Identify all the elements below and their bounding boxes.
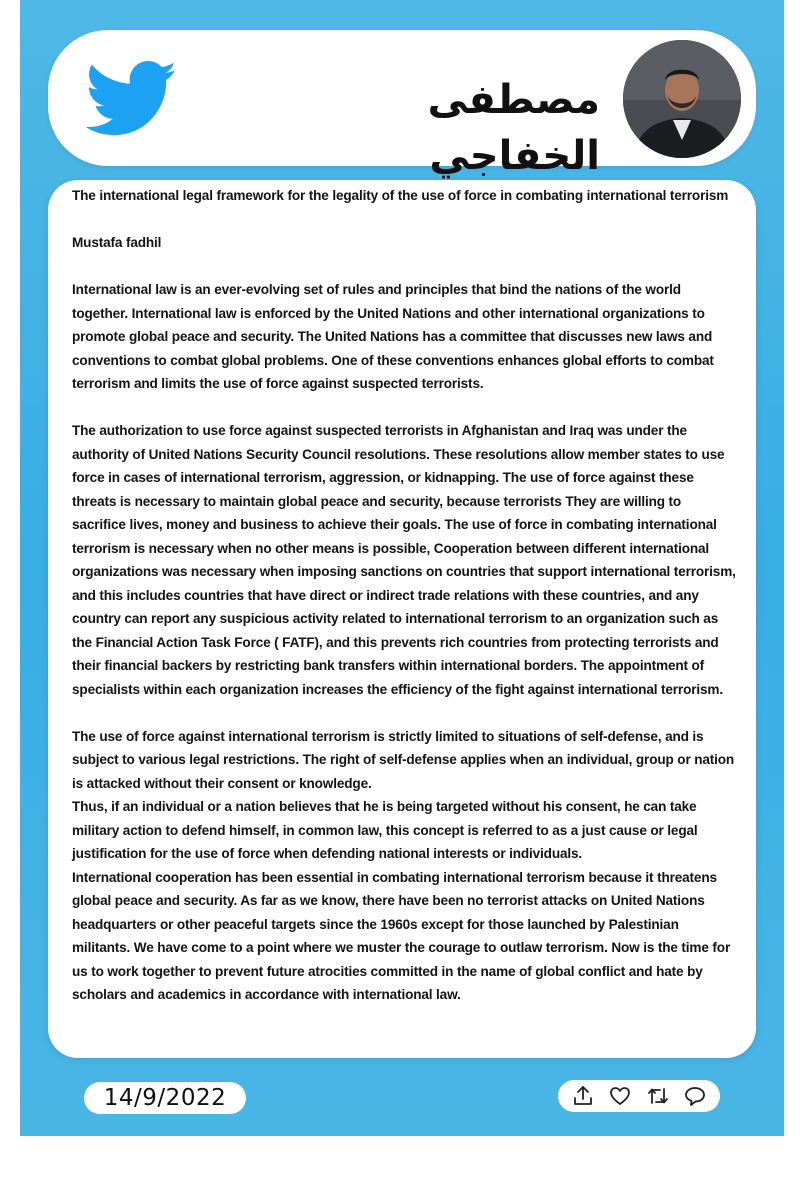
twitter-bird-icon — [86, 60, 178, 138]
article-paragraph: Thus, if an individual or a nation believes that he is being targeted without his consent, he can take military action to defend himself, in common law, this concept is referred to as a just cause or legal justification for the use of force when defending national interests or individuals. — [72, 799, 698, 861]
article-paragraph: The authorization to use force against suspected terrorists in Afghanistan and Iraq was under the authority of United Nations Security Council resolutions. These resolutions allow member states to use force in cases of international terrorism, aggression, or kidnapping. The use of force against these threats is necessary to maintain global peace and security, because terrorists They are willing to sacrifice lives, money and business to achieve their goals. The use of force in combating international terrorism is necessary when no other means is possible, Cooperation between different international organizations was necessary when imposing sanctions on countries that support international terrorism, and this includes countries that have direct or indirect trade relations with these countries, and any country can report any suspicious activity related to international terrorism to an organization such as the Financial Action Task Force ( FATF), and this prevents rich countries from protecting terrorists and their financial backers by restricting bank transfers within international borders. The appointment of specialists within each organization increases the efficiency of the fight against international terrorism. — [72, 423, 736, 697]
tweet-actions — [558, 1080, 720, 1112]
comment-icon[interactable] — [683, 1084, 707, 1108]
article-author: Mustafa fadhil — [72, 235, 162, 250]
article-title: The international legal framework for the legality of the use of force in combating international terrorism — [72, 188, 729, 203]
article-paragraph: International cooperation has been essential in combating international terrorism because it threatens global peace and security. As far as we know, there have been no terrorist attacks on United Nations headquarters or other peaceful targets since the 1960s except for those launched by Palestinian militants. We have come to a point where we muster the courage to outlaw terrorism. Now is the time for us to work together to prevent future atrocities committed in the name of global conflict and hate by scholars and academics in accordance with international law. — [72, 869, 731, 1002]
tweet-date: 14/9/2022 — [84, 1082, 246, 1114]
article-paragraph: International law is an ever-evolving set of rules and principles that bind the nations of the world together. International law is enforced by the United Nations and other international organizations to promote global peace and security. The United Nations has a committee that discusses new laws and conventions to combat global problems. One of these conventions enhances global efforts to combat terrorism and limits the use of force against suspected terrorists. — [72, 282, 714, 391]
author-name-arabic: مصطفى الخفاجي — [427, 77, 600, 179]
retweet-icon[interactable] — [646, 1084, 670, 1108]
avatar-portrait-icon — [623, 40, 741, 158]
author-avatar — [623, 40, 741, 158]
article-text — [72, 184, 736, 1007]
article-paragraph: The use of force against international terrorism is strictly limited to situations of self-defense, and is subject to various legal restrictions. The right of self-defense applies when an individual, group or nation is attacked without their consent or knowledge. — [72, 728, 735, 791]
share-icon[interactable] — [571, 1084, 595, 1108]
heart-icon[interactable] — [608, 1084, 632, 1108]
